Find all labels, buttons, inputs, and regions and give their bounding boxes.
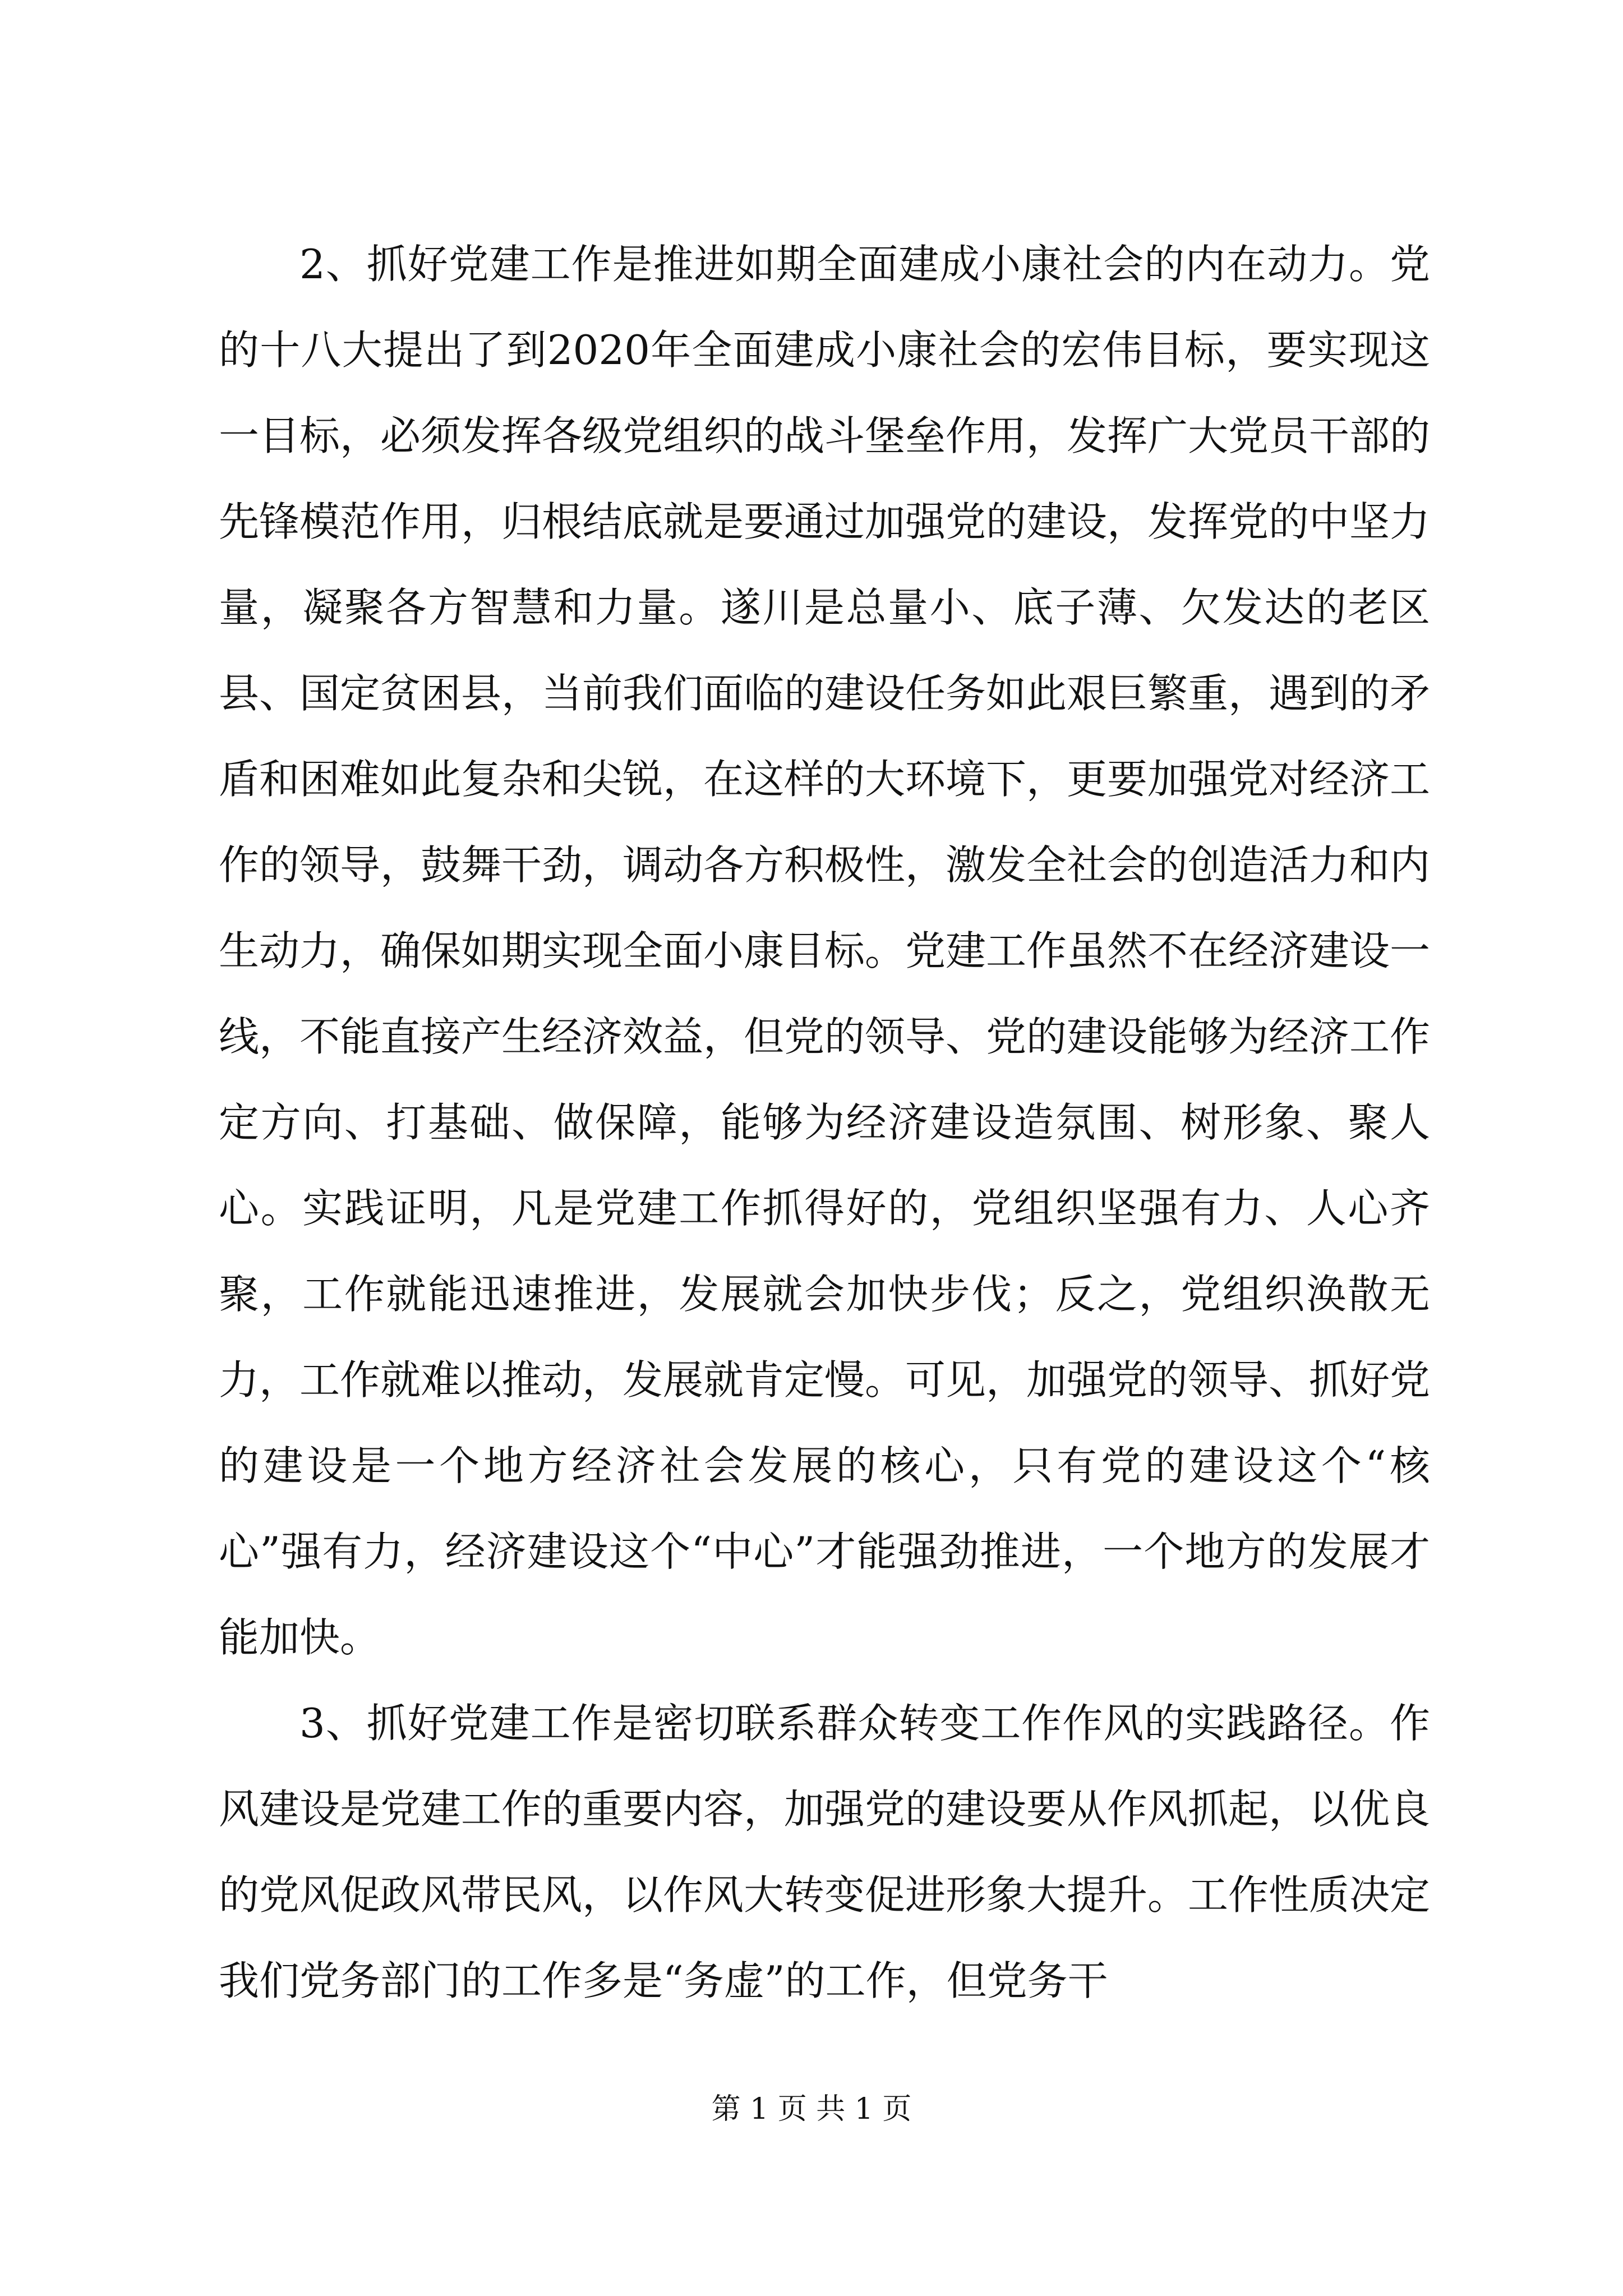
paragraph-2: 2、抓好党建工作是推进如期全面建成小康社会的内在动力。党的十八大提出了到2020年全面建成小康社会的宏伟目标，要实现这一目标，必须发挥各级党组织的战斗堡垒作用，发挥广大党员干部的先锋模范作用，归根结底就是要通过加强党的建设，发挥党的中坚力量，凝聚各方智慧和力量。遂川是总量小、底子薄、欠发达的老区县、国定贫困县，当前我们面临的建设任务如此艰巨繁重，遇到的矛盾和困难如此复杂和尖锐，在这样的大环境下，更要加强党对经济工作的领导，鼓舞干劲，调动各方积极性，激发全社会的创造活力和内生动力，确保如期实现全面小康目标。党建工作虽然不在经济建设一线，不能直接产生经济效益，但党的领导、党的建设能够为经济工作定方向、打基础、做保障，能够为经济建设造氛围、树形象、聚人心。实践证明，凡是党建工作抓得好的，党组织坚强有力、人心齐聚，工作就能迅速推进，发展就会加快步伐；反之，党组织涣散无力，工作就难以推动，发展就肯定慢。可见，加强党的领导、抓好党的建设是一个地方经济社会发展的核心，只有党的建设这个“核心”强有力，经济建设这个“中心”才能强劲推进，一个地方的发展才能加快。 bbox=[219, 241, 1431, 1661]
paragraph-3: 3、抓好党建工作是密切联系群众转变工作作风的实践路径。作风建设是党建工作的重要内容，加强党的建设要从作风抓起，以优良的党风促政风带民风，以作风大转变促进形象大提升。工作性质决定我们党务部门的工作多是“务虚”的工作，但党务干 bbox=[219, 1700, 1431, 2004]
page-number-footer: 第 1 页 共 1 页 bbox=[711, 2092, 912, 2126]
document-body bbox=[219, 222, 1430, 2024]
